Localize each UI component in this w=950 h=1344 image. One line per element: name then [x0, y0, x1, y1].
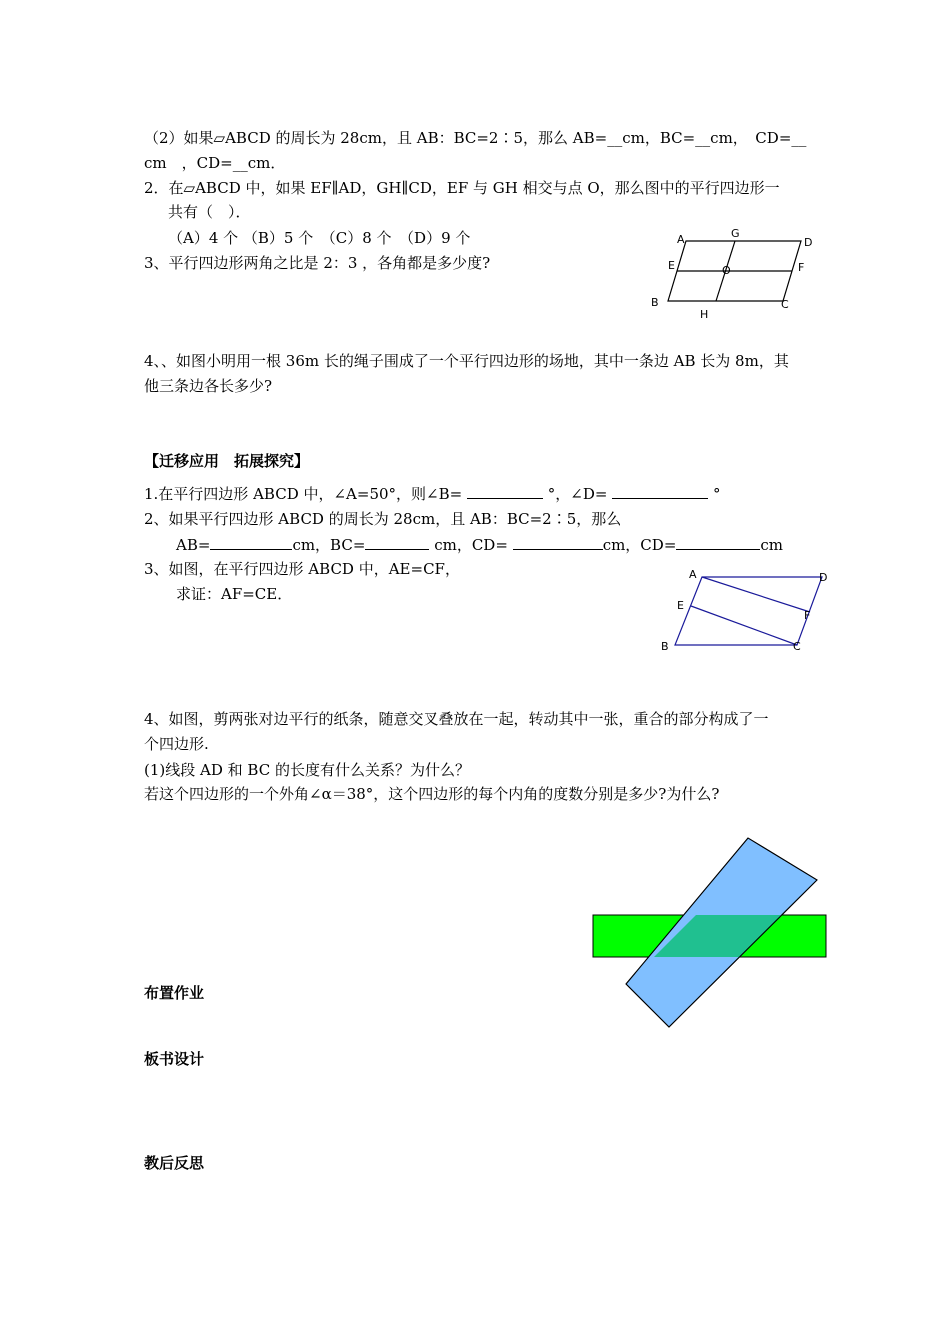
figure-parallelogram-aecf — [655, 563, 835, 658]
blank-ab[interactable] — [210, 535, 292, 550]
problem4-line2: 他三条边各长多少? — [144, 377, 273, 395]
section2-q4-line4: 若这个四边形的一个外角∠α＝38°，这个四边形的每个内角的度数分别是多少?为什么? — [144, 785, 720, 803]
figure1-label-h: H — [700, 308, 709, 321]
section2-q2-cm2: cm，CD= — [434, 536, 508, 554]
figure2-label-c: C — [793, 640, 801, 653]
section2-q1-text-b: °，∠D= — [547, 485, 608, 503]
section2-q3-line2: 求证：AF=CE． — [176, 585, 293, 603]
figure1-label-a: A — [677, 233, 685, 246]
problem2-line1: 2．在▱ABCD 中，如果 EF∥AD，GH∥CD，EF 与 GH 相交与点 O，那么图中的平行四边形一 — [144, 179, 780, 197]
reflection-heading: 教后反思 — [144, 1154, 205, 1172]
figure2-label-d: D — [819, 571, 828, 584]
figure2-label-a: A — [689, 568, 697, 581]
figure1-label-c: C — [781, 298, 789, 311]
figure2-label-e: E — [677, 599, 684, 612]
section2-q2-line1: 2、如果平行四边形 ABCD 的周长为 28cm，且 AB：BC=2∶5，那么 — [144, 510, 622, 528]
figure2-parallelogram — [675, 577, 822, 645]
figure2-label-f: F — [804, 609, 811, 622]
blank-angle-b[interactable] — [467, 484, 543, 499]
figure1-label-o: O — [722, 264, 731, 277]
blank-cd-1[interactable] — [513, 535, 603, 550]
section2-q3-line1: 3、如图，在平行四边形 ABCD 中，AE=CF， — [144, 560, 460, 578]
blank-angle-d[interactable] — [612, 484, 708, 499]
section2-q4-line3: (1)线段 AD 和 BC 的长度有什么关系？为什么？ — [144, 761, 470, 779]
problem2-line2: 共有（ ）． — [168, 203, 251, 221]
blank-cd-2[interactable] — [676, 535, 760, 550]
q2-line2: cm ，CD=__cm． — [144, 154, 286, 172]
q2-line1: （2）如果▱ABCD 的周长为 28cm，且 AB：BC=2∶5，那么 AB=__cm，BC=__cm， CD=__ — [144, 129, 807, 147]
board-design-heading: 板书设计 — [144, 1050, 205, 1068]
figure2-segment-ec — [691, 606, 797, 645]
problem4-line1: 4、、如图小明用一根 36m 长的绳子围成了一个平行四边形的场地，其中一条边 AB 长为 8m，其 — [144, 352, 789, 370]
section2-q4-line1: 4、如图，剪两张对边平行的纸条，随意交叉叠放在一起，转动其中一张，重合的部分构成了一 — [144, 710, 769, 728]
section2-q1-text-c: ° — [713, 485, 721, 503]
figure1-label-b: B — [651, 296, 659, 309]
problem3: 3、平行四边形两角之比是 2：3 ，各角都是多少度? — [144, 254, 491, 272]
section2-q1 — [144, 484, 721, 504]
figure-parallelogram-efgh — [646, 224, 821, 324]
figure1-label-g: G — [731, 227, 740, 240]
section2-q1-text-a: 1.在平行四边形 ABCD 中，∠A=50°，则∠B= — [144, 485, 463, 503]
section2-q2-line2 — [176, 535, 783, 555]
section2-q4-line2: 个四边形. — [144, 735, 209, 753]
problem2-options: （A）4 个 （B）5 个 （C）8 个 （D）9 个 — [168, 229, 471, 247]
figure1-label-d: D — [804, 236, 813, 249]
section2-q2-cm3: cm，CD= — [602, 536, 677, 554]
figure-crossed-strips — [585, 830, 835, 1035]
blank-bc[interactable] — [365, 535, 429, 550]
figure1-label-f: F — [798, 261, 805, 274]
figure2-segment-af — [702, 577, 810, 612]
section2-q2-cm4: cm — [760, 536, 784, 554]
section-heading: 【迁移应用 拓展探究】 — [144, 452, 310, 470]
figure2-label-b: B — [661, 640, 669, 653]
section2-q2-cm1: cm，BC= — [292, 536, 366, 554]
homework-heading: 布置作业 — [144, 984, 205, 1002]
section2-q2-ab: AB= — [176, 536, 211, 554]
figure1-label-e: E — [668, 259, 675, 272]
